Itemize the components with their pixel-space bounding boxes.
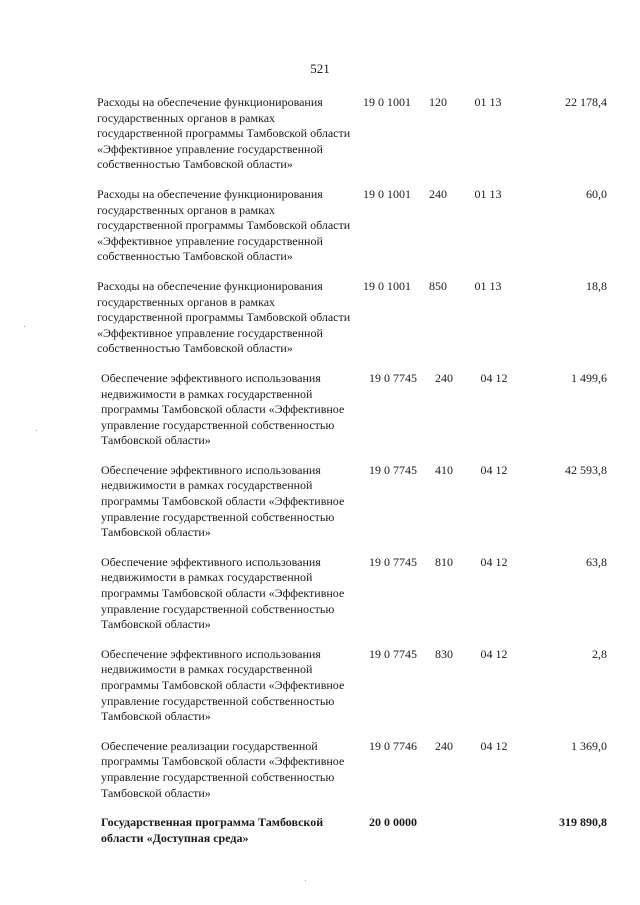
table-row [97,95,607,173]
row-expense-type: 240 [435,738,453,753]
row-name: Расходы на обеспечение функционирования государственных органов в рамках государственной программы Тамбовской области «Эффективное управление государственной собственностью Тамбовской области» [97,95,351,172]
row-section: 01 13 [474,95,502,109]
row-target-code: 19 0 7746 [369,738,417,753]
row-amount: 319 890,8 [559,815,607,830]
row-expense-type: 240 [435,370,453,385]
row-section: 04 12 [480,554,508,569]
row-amount: 1 499,6 [571,370,607,385]
table-row [97,739,607,801]
scan-speck [305,880,306,881]
row-name: Обеспечение эффективного использования недвижимости в рамках государственной программы Тамбовской области «Эффективное управление государственной собственностью Тамбовской области» [101,646,345,724]
row-amount: 22 178,4 [565,95,607,109]
row-target-code: 19 0 1001 [363,95,411,109]
row-target-code: 19 0 7745 [369,370,417,385]
row-expense-type: 240 [429,186,447,201]
row-target-code: 19 0 7745 [369,646,417,661]
budget-table [97,95,607,846]
row-name: Обеспечение реализации государственной программы Тамбовской области «Эффективное управление государственной собственностью Тамбовской области» [101,738,345,800]
table-row [97,555,607,633]
row-target-code: 19 0 1001 [363,278,411,293]
row-name: Обеспечение эффективного использования недвижимости в рамках государственной программы Тамбовской области «Эффективное управление государственной собственностью Тамбовской области» [101,370,345,448]
scan-speck [36,430,37,431]
table-row [97,279,607,357]
row-target-code: 19 0 7745 [369,554,417,569]
row-target-code: 19 0 7745 [369,462,417,477]
row-name: Расходы на обеспечение функционирования государственных органов в рамках государственной программы Тамбовской области «Эффективное управление государственной собственностью Тамбовской области» [97,278,351,356]
table-row [97,463,607,541]
row-expense-type: 810 [435,554,453,569]
row-name: Обеспечение эффективного использования недвижимости в рамках государственной программы Тамбовской области «Эффективное управление государственной собственностью Тамбовской области» [101,462,345,540]
table-row [97,371,607,449]
row-amount: 63,8 [586,554,607,569]
page-number: 521 [310,61,330,76]
table-row [97,647,607,725]
row-section: 01 13 [474,186,502,201]
row-name: Обеспечение эффективного использования недвижимости в рамках государственной программы Тамбовской области «Эффективное управление государственной собственностью Тамбовской области» [101,554,345,632]
row-expense-type: 410 [435,462,453,477]
row-name: Государственная программа Тамбовской области «Доступная среда» [101,815,324,845]
row-expense-type: 120 [429,95,447,109]
row-section: 04 12 [480,370,508,385]
row-section: 04 12 [480,738,508,753]
row-amount: 2,8 [592,646,607,661]
row-section: 01 13 [474,278,502,293]
row-amount: 42 593,8 [565,462,607,477]
row-amount: 60,0 [586,186,607,201]
row-target-code: 20 0 0000 [369,815,417,830]
table-row-program-total [97,815,607,846]
table-row [97,187,607,265]
scan-speck [24,326,25,327]
row-section: 04 12 [480,646,508,661]
row-amount: 18,8 [586,278,607,293]
row-amount: 1 369,0 [571,738,607,753]
row-expense-type: 850 [429,278,447,293]
row-expense-type: 830 [435,646,453,661]
row-section: 04 12 [480,462,508,477]
row-name: Расходы на обеспечение функционирования государственных органов в рамках государственной программы Тамбовской области «Эффективное управление государственной собственностью Тамбовской области» [97,186,351,264]
row-target-code: 19 0 1001 [363,186,411,201]
